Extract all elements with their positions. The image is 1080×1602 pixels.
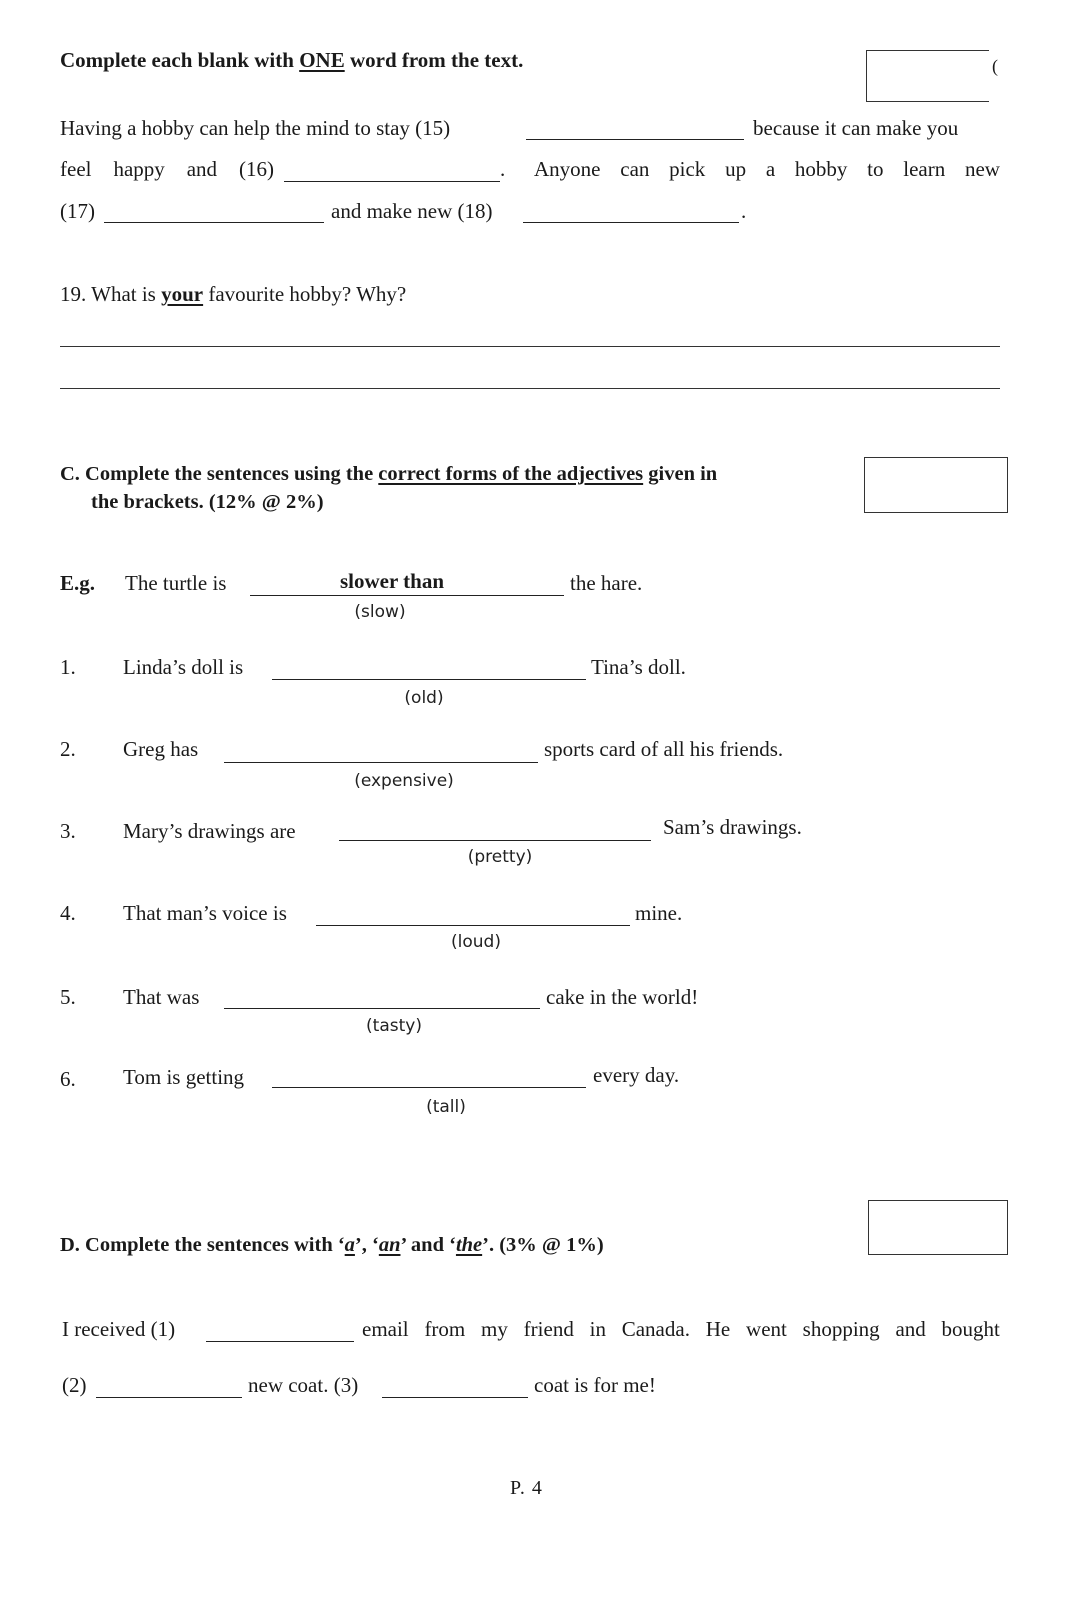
- item-number: 2.: [60, 737, 76, 761]
- example-after: the hare.: [570, 571, 643, 595]
- item-5-before: That was: [123, 985, 200, 1009]
- item-4-before: That man’s voice is: [123, 901, 287, 925]
- item-number: 6.: [60, 1067, 76, 1091]
- page-number: P. 4: [510, 1477, 543, 1499]
- item-number: 4.: [60, 901, 76, 925]
- instruction-one-word: Complete each blank with ONE word from the text.: [60, 48, 524, 72]
- item-5-blank[interactable]: [224, 1008, 540, 1009]
- section-c-title: C. Complete the sentences using the correct forms of the adjectives given in: [60, 463, 718, 485]
- answer-line-19b[interactable]: [60, 388, 1000, 389]
- item-4-after: mine.: [635, 901, 683, 925]
- item-1-blank[interactable]: [272, 679, 586, 680]
- item-3-before: Mary’s drawings are: [123, 819, 296, 843]
- example-before: The turtle is: [125, 571, 227, 595]
- item-5-after: cake in the world!: [546, 985, 699, 1009]
- corner-mark: (: [992, 56, 998, 76]
- para-line3-dot: .: [741, 199, 747, 223]
- blank-d2[interactable]: [96, 1397, 242, 1398]
- item-1-before: Linda’s doll is: [123, 655, 244, 679]
- item-number: 1.: [60, 655, 76, 679]
- item-2-after: sports card of all his friends.: [544, 737, 784, 761]
- score-box-b[interactable]: [866, 50, 989, 102]
- blank-16[interactable]: [284, 181, 500, 182]
- d-line2-end: coat is for me!: [534, 1373, 656, 1397]
- item-6-hint: (tall): [426, 1097, 466, 1117]
- d-line2-start: (2): [62, 1373, 87, 1397]
- score-box-d[interactable]: [868, 1200, 1008, 1255]
- example-answer: slower than: [339, 569, 445, 593]
- item-3-blank[interactable]: [339, 840, 651, 841]
- item-2-hint: (expensive): [354, 771, 454, 791]
- blank-15[interactable]: [526, 139, 744, 140]
- item-4-blank[interactable]: [316, 925, 630, 926]
- question-19: 19. What is your favourite hobby? Why?: [60, 282, 407, 306]
- item-6-before: Tom is getting: [123, 1065, 245, 1089]
- para-line2-start: feel happy and (16): [60, 157, 274, 181]
- blank-d3[interactable]: [382, 1397, 528, 1398]
- item-2-blank[interactable]: [224, 762, 538, 763]
- example-label: E.g.: [60, 571, 96, 595]
- item-1-after: Tina’s doll.: [591, 655, 686, 679]
- item-2-before: Greg has: [123, 737, 199, 761]
- item-4-hint: (loud): [451, 932, 501, 952]
- para-line3-mid: and make new (18): [331, 199, 493, 223]
- para-line1-start: Having a hobby can help the mind to stay (15): [60, 116, 451, 140]
- d-line1-end: email from my friend in Canada. He went shopping and bought: [362, 1317, 1000, 1341]
- para-line1-end: because it can make you: [753, 116, 959, 140]
- para-line3-start: (17): [60, 199, 95, 223]
- blank-18[interactable]: [523, 222, 739, 223]
- item-1-hint: (old): [404, 688, 444, 708]
- example-blank: [250, 595, 564, 596]
- example-hint: (slow): [354, 602, 406, 622]
- para-line2-dot: .: [500, 157, 506, 181]
- item-5-hint: (tasty): [366, 1016, 422, 1036]
- answer-line-19a[interactable]: [60, 346, 1000, 347]
- blank-17[interactable]: [104, 222, 324, 223]
- d-line1-start: I received (1): [62, 1317, 176, 1341]
- item-number: 3.: [60, 819, 76, 843]
- para-line2-end: Anyone can pick up a hobby to learn new: [534, 157, 1000, 181]
- section-d-title: D. Complete the sentences with ‘a’, ‘an’ and ‘the’. (3% @ 1%): [60, 1234, 604, 1256]
- section-c-title-line2: the brackets. (12% @ 2%): [91, 491, 324, 513]
- item-3-hint: (pretty): [467, 847, 533, 867]
- score-box-c[interactable]: [864, 457, 1008, 513]
- item-3-after: Sam’s drawings.: [663, 815, 802, 839]
- item-6-after: every day.: [593, 1063, 680, 1087]
- item-number: 5.: [60, 985, 76, 1009]
- blank-d1[interactable]: [206, 1341, 354, 1342]
- d-line2-mid: new coat. (3): [248, 1373, 359, 1397]
- item-6-blank[interactable]: [272, 1087, 586, 1088]
